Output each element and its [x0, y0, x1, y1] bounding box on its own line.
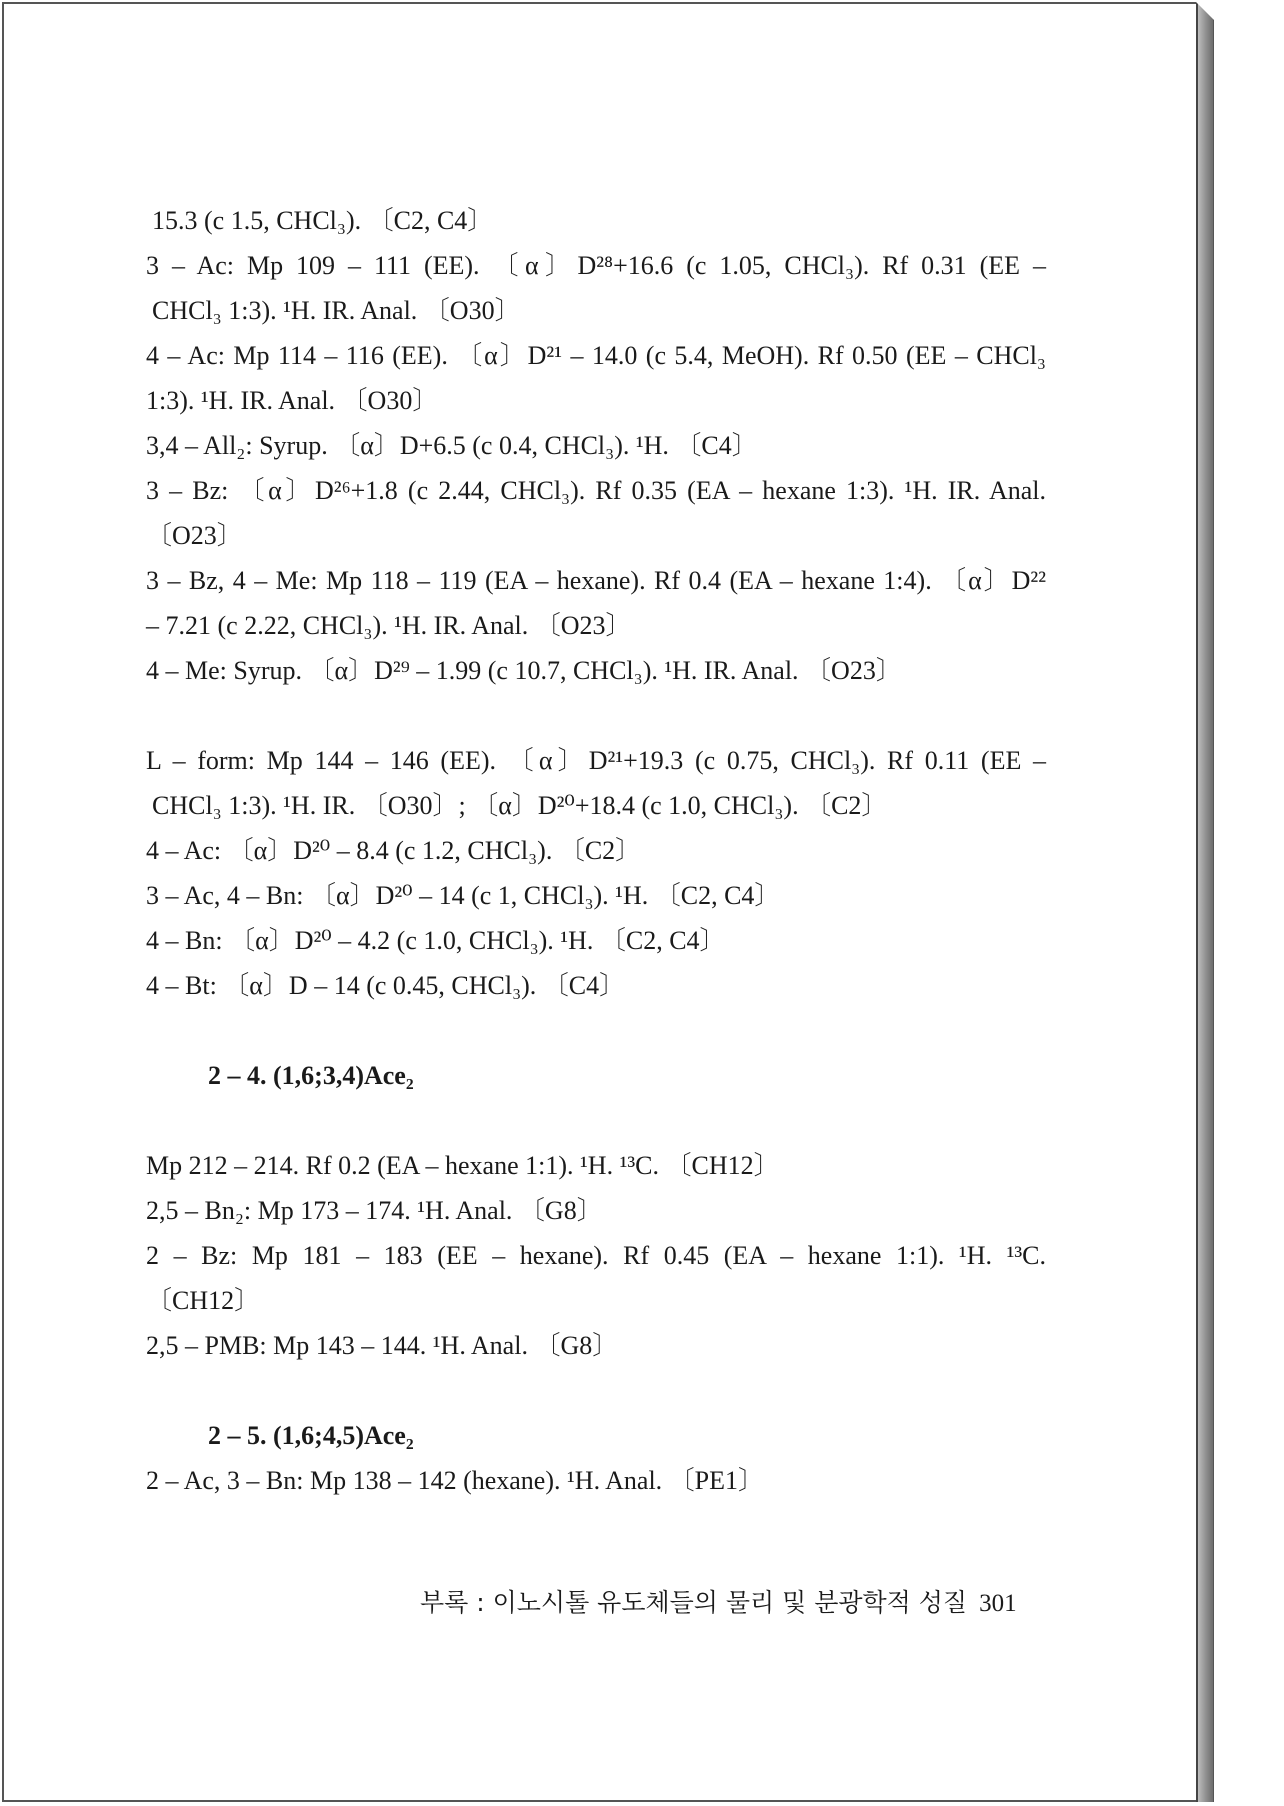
text-line: 4 – Ac: 〔α〕D²⁰ – 8.4 (c 1.2, CHCl₃). 〔C2〕 — [146, 836, 642, 865]
footer-title: 부록 : 이노시톨 유도체들의 물리 및 분광학적 성질 — [420, 1588, 968, 1617]
text-block-a — [146, 198, 1046, 693]
text-line: 4 – Bt: 〔α〕D – 14 (c 0.45, CHCl₃). 〔C4〕 — [146, 971, 626, 1000]
text-line: 2,5 – Bn₂: Mp 173 – 174. ¹H. Anal. 〔G8〕 — [146, 1196, 603, 1225]
text-line: 15.3 (c 1.5, CHCl₃). 〔C2, C4〕 — [152, 206, 494, 235]
text-line: 〔O23〕 — [146, 521, 243, 550]
text-line: 4 – Ac: Mp 114 – 116 (EE). 〔α〕D²¹ – 14.0 (c 5.4, MeOH). Rf 0.50 (EE – CHCl₃ — [146, 341, 1046, 370]
text-line: L – form: Mp 144 – 146 (EE). 〔α〕D²¹+19.3 (c 0.75, CHCl₃). Rf 0.11 (EE – — [146, 746, 1046, 775]
text-line: 3 – Bz: 〔α〕D²⁶+1.8 (c 2.44, CHCl₃). Rf 0.35 (EA – hexane 1:3). ¹H. IR. Anal. — [146, 476, 1046, 505]
text-line: 3 – Ac: Mp 109 – 111 (EE). 〔α〕D²⁸+16.6 (c 1.05, CHCl₃). Rf 0.31 (EE – — [146, 251, 1046, 280]
page-number: 301 — [979, 1590, 1017, 1617]
text-line: – 7.21 (c 2.22, CHCl₃). ¹H. IR. Anal. 〔O23〕 — [146, 611, 632, 640]
page-corner — [1196, 2, 1214, 20]
text-line: 2 – Bz: Mp 181 – 183 (EE – hexane). Rf 0.45 (EA – hexane 1:1). ¹H. ¹³C. — [146, 1241, 1046, 1270]
spacer — [146, 1368, 1046, 1413]
text-line: CHCl₃ 1:3). ¹H. IR. 〔O30〕; 〔α〕D²⁰+18.4 (c 1.0, CHCl₃). 〔C2〕 — [152, 791, 888, 820]
text-line: 2,5 – PMB: Mp 143 – 144. ¹H. Anal. 〔G8〕 — [146, 1331, 619, 1360]
text-line: 3 – Ac, 4 – Bn: 〔α〕D²⁰ – 14 (c 1, CHCl₃). ¹H. 〔C2, C4〕 — [146, 881, 781, 910]
text-line: 3,4 – All₂: Syrup. 〔α〕D+6.5 (c 0.4, CHCl₃). ¹H. 〔C4〕 — [146, 431, 758, 460]
text-line: Mp 212 – 214. Rf 0.2 (EA – hexane 1:1). ¹H. ¹³C. 〔CH12〕 — [146, 1151, 780, 1180]
text-line: 4 – Bn: 〔α〕D²⁰ – 4.2 (c 1.0, CHCl₃). ¹H. 〔C2, C4〕 — [146, 926, 726, 955]
text-line: 3 – Bz, 4 – Me: Mp 118 – 119 (EA – hexane). Rf 0.4 (EA – hexane 1:4). 〔α〕D²² — [146, 566, 1046, 595]
spacer — [146, 693, 1046, 738]
page-body — [146, 198, 1046, 1503]
page-edge — [1196, 2, 1214, 1802]
text-line: 1:3). ¹H. IR. Anal. 〔O30〕 — [146, 386, 439, 415]
text-line: 2 – Ac, 3 – Bn: Mp 138 – 142 (hexane). ¹H. Anal. 〔PE1〕 — [146, 1466, 765, 1495]
text-line: 4 – Me: Syrup. 〔α〕D²⁹ – 1.99 (c 10.7, CHCl₃). ¹H. IR. Anal. 〔O23〕 — [146, 656, 902, 685]
spacer — [146, 1008, 1046, 1053]
text-line: CHCl₃ 1:3). ¹H. IR. Anal. 〔O30〕 — [152, 296, 521, 325]
spacer — [146, 1098, 1046, 1143]
section-heading-2-5: 2 – 5. (1,6;4,5)Ace₂ — [208, 1421, 414, 1450]
text-block-c — [146, 1143, 1046, 1368]
text-line: 〔CH12〕 — [146, 1286, 261, 1315]
text-block-b — [146, 738, 1046, 1008]
text-block-d — [146, 1458, 1046, 1503]
page-footer — [420, 1583, 1017, 1619]
section-heading-2-4: 2 – 4. (1,6;3,4)Ace₂ — [208, 1061, 414, 1090]
